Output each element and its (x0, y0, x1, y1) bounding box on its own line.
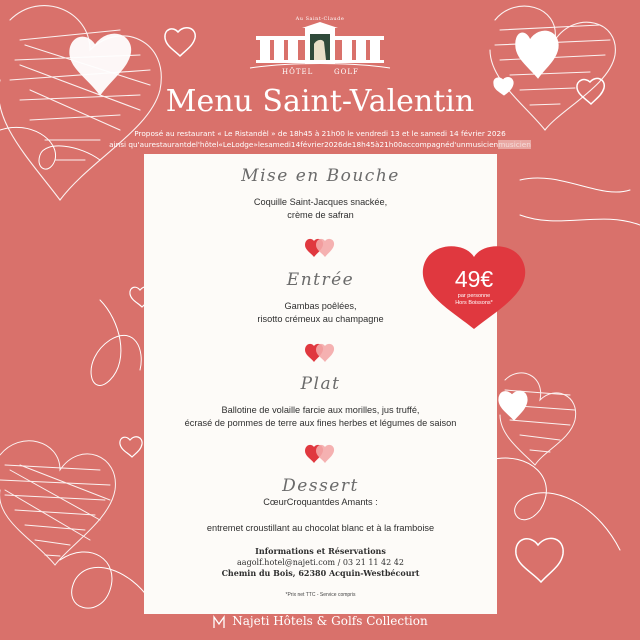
course-line: crème de safran (287, 210, 354, 220)
hotel-logo (230, 16, 410, 86)
course-line: Coquille Saint-Jacques snackée, (253, 197, 388, 207)
course-line (144, 509, 497, 522)
course-line: Gambas poêlées, (284, 301, 357, 311)
price-badge (421, 239, 527, 331)
course-line: Ballotine de volaille farcie aux morilles, jus truffé, (221, 405, 420, 415)
course-title: Mise en Bouche (241, 166, 400, 186)
badge-subtext (421, 293, 527, 307)
course-line: risotto crémeux au champagne (257, 314, 384, 324)
badge-drinks: Hors Boissons* (455, 300, 493, 306)
course-line: entremet croustillant au chocolat blanc et à la framboise (206, 523, 435, 533)
najeti-logo-icon (212, 615, 226, 629)
course-title: Dessert (282, 476, 359, 496)
info-title: Informations et Réservations (255, 546, 386, 556)
hearts-divider-icon (304, 236, 336, 258)
info-contact[interactable]: aagolf.hotel@najeti.com / 03 21 11 42 42 (237, 558, 404, 567)
course-mise-en-bouche (144, 166, 497, 222)
course-plat (144, 374, 497, 430)
badge-per-person: par personne (457, 293, 491, 299)
course-title: Entrée (286, 270, 355, 290)
info-address: Chemin du Bois, 62380 Acquin-Westbécourt (221, 568, 420, 578)
logo-hotel-text: HÔTEL (282, 68, 314, 76)
reservation-info (144, 546, 497, 579)
logo-golf-text: GOLF (334, 68, 359, 76)
page-title: Menu Saint-Valentin (165, 84, 475, 119)
hearts-divider-icon (304, 442, 336, 464)
logo-superscript: Au Saint-Claude (295, 16, 345, 22)
course-dessert (144, 476, 497, 535)
subtitle-line-2 (0, 139, 640, 150)
brand-name: Najeti Hôtels & Golfs Collection (232, 614, 428, 628)
hearts-divider-icon (304, 341, 336, 363)
course-line: CœurCroquantdes Amants : (263, 497, 378, 507)
subtitle-line-1: Proposé au restaurant « Le Ristandèl » de 18h45 à 21h00 le vendredi 13 et le samedi 14 février 2026 (134, 129, 506, 138)
subtitle (0, 128, 640, 150)
brand-footer (0, 614, 640, 629)
course-line: écrasé de pommes de terre aux fines herbes et légumes de saison (184, 418, 457, 428)
subtitle-highlight: musicien (498, 140, 531, 149)
menu-card (144, 154, 497, 614)
course-title: Plat (300, 374, 341, 394)
price-footnote: *Prix net TTC - Service compris (285, 592, 356, 598)
badge-price: 49€ (454, 266, 494, 292)
chateau-logo-icon (230, 22, 410, 82)
subtitle-line-2-text: ainsi qu'aurestaurantdel'hôtel«LeLodge»lesamedi14février2026de18h45à21h00accompagnéd'unmusicien (109, 140, 499, 149)
